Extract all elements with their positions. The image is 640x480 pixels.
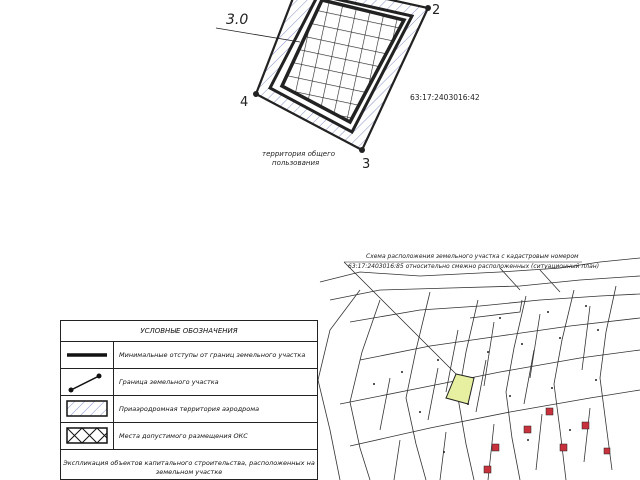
legend-item-building-zone	[61, 422, 317, 450]
legend-footer: Экспликация объектов капитального строительства, расположенных на земельном участке	[63, 459, 315, 476]
scheme-caption-line1: Схема расположения земельного участка с кадастровым номером	[366, 253, 579, 260]
point-label-2: 2	[432, 3, 441, 18]
thick-line-icon	[61, 341, 114, 368]
cadastral-number: 63:17:2403016:42	[410, 93, 480, 102]
legend-title: УСЛОВНЫЕ ОБОЗНАЧЕНИЯ	[61, 321, 317, 342]
side-label: 3.0	[226, 12, 249, 28]
territory-label-2: пользования	[272, 159, 320, 167]
legend	[60, 320, 318, 480]
point-label-3: 3	[362, 157, 371, 172]
legend-item-label: Места допустимого размещения ОКС	[119, 431, 248, 440]
scheme-caption-line2: 63:17:2403016:85 относительно смежно расположенных (ситуационный план)	[348, 263, 600, 270]
buildings	[484, 408, 610, 473]
legend-item-label: Граница земельного участка	[119, 377, 219, 386]
legend-item-boundary	[61, 368, 317, 396]
legend-item-label: Минимальные отступы от границ земельного участка	[119, 350, 306, 359]
highlighted-parcel	[446, 374, 474, 404]
boundary-line-icon	[61, 368, 114, 395]
point-label-4: 4	[240, 95, 249, 110]
legend-item-setback	[61, 341, 317, 369]
territory-label-1: территория общего	[262, 150, 336, 158]
crosshatch-icon	[61, 422, 114, 449]
hatch-icon	[61, 395, 114, 422]
legend-item-airfield	[61, 395, 317, 423]
legend-item-label: Приаэродромная территория аэродрома	[119, 404, 260, 413]
situational-map	[318, 258, 640, 480]
